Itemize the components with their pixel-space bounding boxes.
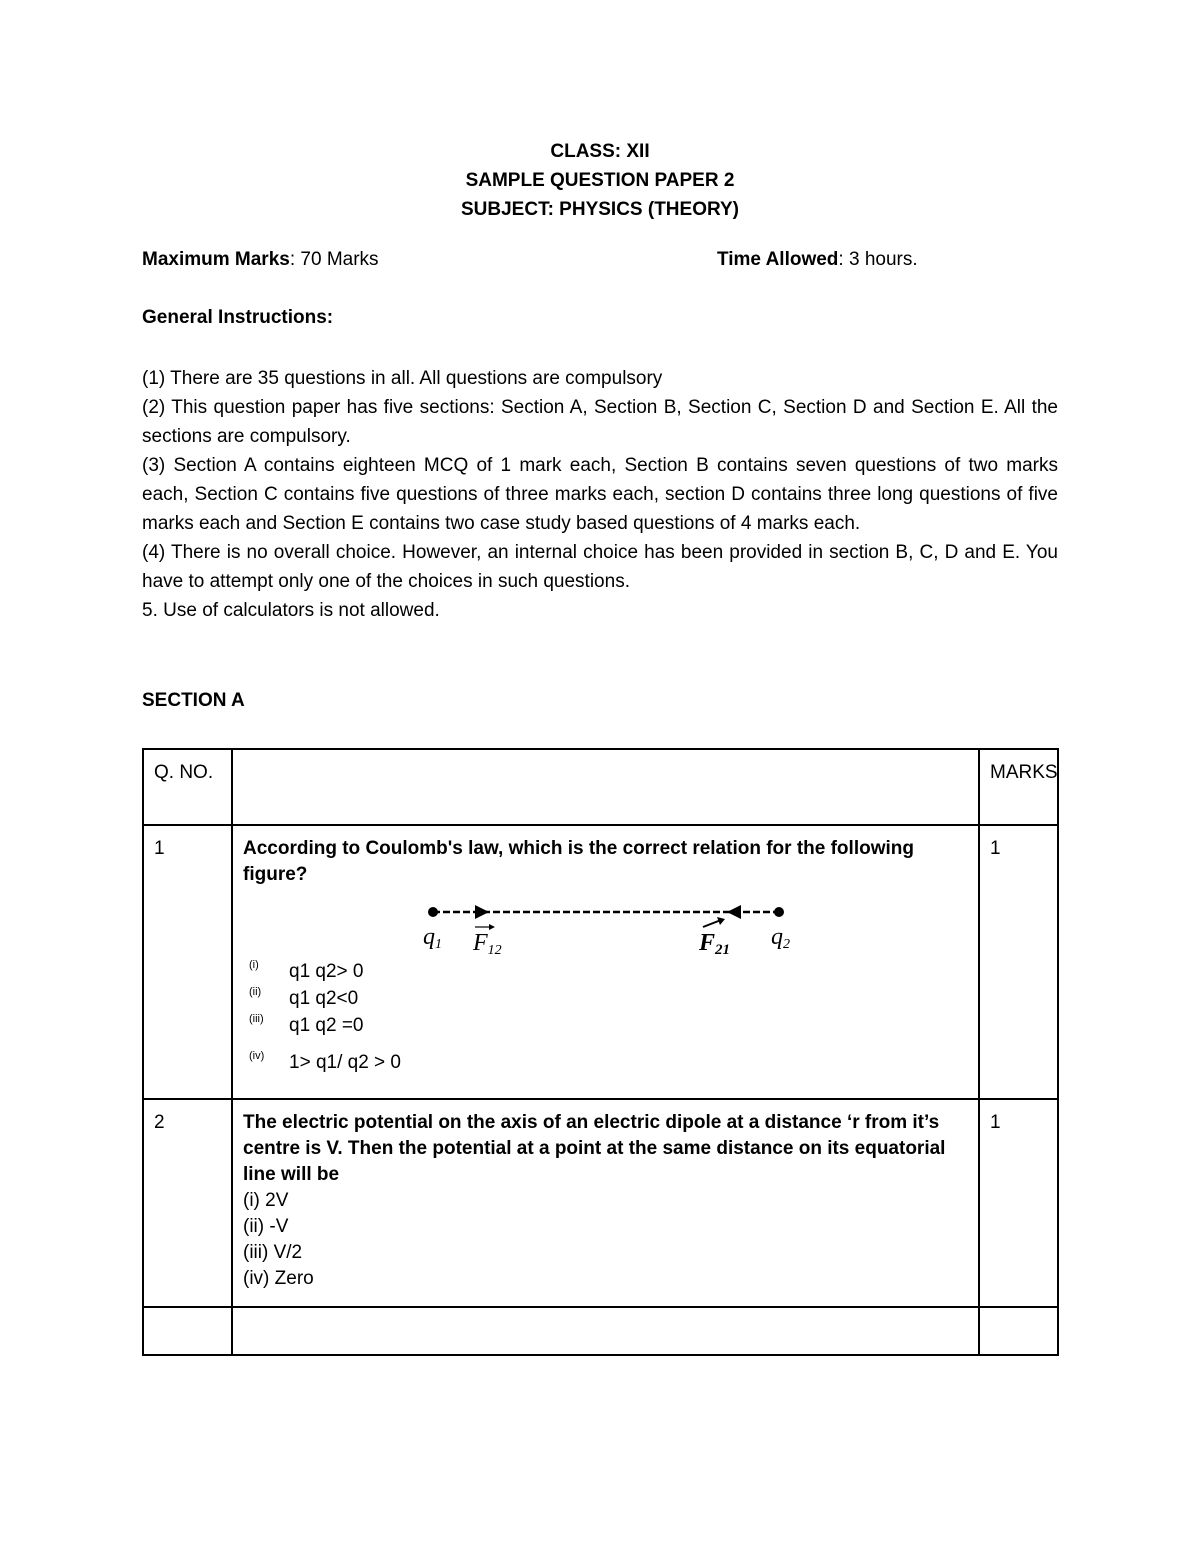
instruction-item: (3) Section A contains eighteen MCQ of 1 mark each, Section B contains seven questions of two marks each, Section C contains five questions of three marks each, section D contains three long questions of five marks each and Section E contains two case study based questions of 4 marks each. bbox=[142, 455, 1058, 534]
label-f12: F12 bbox=[473, 930, 502, 958]
max-marks-label: Maximum Marks bbox=[142, 249, 290, 270]
arrow-f21-icon bbox=[727, 905, 741, 919]
instructions-list bbox=[142, 364, 1058, 625]
empty-cell bbox=[979, 1307, 1058, 1355]
vector-bar-f21 bbox=[703, 920, 721, 927]
question-marks: 1 bbox=[979, 825, 1058, 1099]
option-text: q1 q2<0 bbox=[289, 988, 359, 1009]
document-header bbox=[0, 137, 1200, 224]
option-item: (iv) Zero bbox=[243, 1268, 314, 1289]
question-text: The electric potential on the axis of an electric dipole at a distance ‘r from it’s centre is V. Then the potential at a point at the same distance on its equatorial line will be bbox=[243, 1112, 946, 1185]
class-title: CLASS: XII bbox=[550, 141, 650, 162]
option-number: (iv) bbox=[249, 1050, 265, 1062]
time-value: : 3 hours. bbox=[838, 249, 918, 270]
question-cell bbox=[232, 825, 979, 1099]
subject-title: SUBJECT: PHYSICS (THEORY) bbox=[461, 199, 739, 220]
max-marks-value: : 70 Marks bbox=[289, 249, 379, 270]
time-label: Time Allowed bbox=[717, 249, 839, 270]
options-list bbox=[243, 958, 968, 1076]
paper-title: SAMPLE QUESTION PAPER 2 bbox=[465, 170, 735, 191]
option-item bbox=[243, 985, 968, 1012]
option-item bbox=[243, 1012, 968, 1039]
section-title: SECTION A bbox=[142, 690, 245, 711]
option-number: (ii) bbox=[249, 986, 262, 998]
header-question bbox=[232, 749, 979, 825]
label-q1: q1 bbox=[423, 924, 442, 952]
coulomb-figure bbox=[243, 898, 968, 958]
option-item bbox=[243, 958, 968, 985]
option-item: (ii) -V bbox=[243, 1216, 289, 1237]
instruction-item: (2) This question paper has five sections: Section A, Section B, Section C, Section D and Section E. All the sections are compulsory. bbox=[142, 397, 1058, 447]
question-number: 1 bbox=[143, 825, 232, 1099]
max-marks bbox=[142, 247, 379, 273]
vector-arrow-f12-icon bbox=[489, 924, 495, 930]
marks-time-row bbox=[142, 247, 1058, 273]
option-item: (i) 2V bbox=[243, 1190, 289, 1211]
instruction-item: (4) There is no overall choice. However, an internal choice has been provided in section B, C, D and E. You have to attempt only one of the choices in such questions. bbox=[142, 542, 1058, 592]
table-header-row bbox=[143, 749, 1058, 825]
header-qno: Q. NO. bbox=[143, 749, 232, 825]
empty-cell bbox=[143, 1307, 232, 1355]
question-number: 2 bbox=[143, 1099, 232, 1307]
table-row bbox=[143, 1099, 1058, 1307]
question-cell bbox=[232, 1099, 979, 1307]
option-item: (iii) V/2 bbox=[243, 1242, 303, 1263]
empty-cell bbox=[232, 1307, 979, 1355]
question-marks: 1 bbox=[979, 1099, 1058, 1307]
option-item bbox=[243, 1049, 968, 1076]
option-text: 1> q1/ q2 > 0 bbox=[289, 1052, 401, 1073]
question-text: According to Coulomb's law, which is the correct relation for the following figure? bbox=[243, 838, 914, 885]
table-row bbox=[143, 825, 1058, 1099]
option-number: (iii) bbox=[249, 1013, 264, 1025]
time-allowed bbox=[717, 247, 918, 273]
arrow-f12-icon bbox=[475, 905, 489, 919]
table-row-empty bbox=[143, 1307, 1058, 1355]
instruction-item: (1) There are 35 questions in all. All questions are compulsory bbox=[142, 368, 663, 389]
label-f21: F21 bbox=[699, 930, 731, 958]
option-text: q1 q2> 0 bbox=[289, 961, 364, 982]
label-q2: q2 bbox=[771, 924, 790, 952]
coulomb-figure-svg bbox=[243, 898, 803, 958]
header-marks: MARKS bbox=[979, 749, 1058, 825]
general-instructions-title: General Instructions: bbox=[142, 307, 334, 328]
option-number: (i) bbox=[249, 959, 259, 971]
question-table bbox=[142, 748, 1059, 1356]
instruction-item: 5. Use of calculators is not allowed. bbox=[142, 600, 440, 621]
option-text: q1 q2 =0 bbox=[289, 1015, 364, 1036]
